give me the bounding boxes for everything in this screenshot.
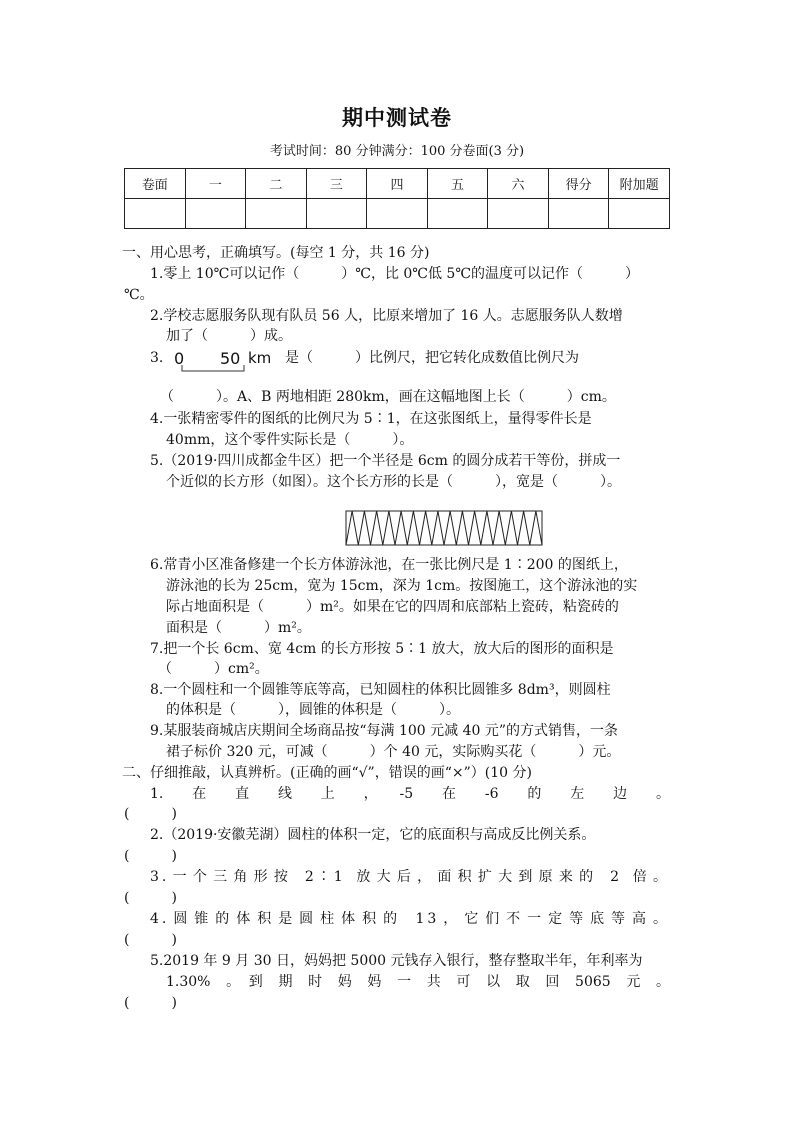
- question-2-1: 1. 在 直 线 上 ， -5 在 -6 的 左 边 。: [150, 786, 670, 802]
- score-entry-cell[interactable]: [125, 199, 186, 229]
- section-2-heading: 二、仔细推敲，认真辨析。(正确的画“√”，错误的画“×”）(10 分): [122, 765, 532, 781]
- answer-blank-2-5[interactable]: ( ): [124, 995, 177, 1011]
- scale-bar-unit: km: [248, 349, 272, 367]
- approximate-rectangle-figure: [345, 510, 545, 548]
- question-1-8: 8.一个圆柱和一个圆锥等底等高，已知圆柱的体积比圆锥多 8dm³，则圆柱: [150, 682, 611, 698]
- question-2-3: 3.一个三角形按 2∶1 放大后，面积扩大到原来的 2 倍。: [150, 869, 670, 885]
- question-1-3-cont: （ ）。A、B 两地相距 280km，画在这幅地图上长（ ）cm。: [160, 389, 616, 405]
- question-1-9-cont: 裙子标价 320 元，可减（ ）个 40 元，实际购买花（ ）元。: [166, 744, 621, 760]
- question-1-3: 是（ ）比例尺，把它转化成数值比例尺为: [285, 350, 579, 366]
- answer-blank-2-4[interactable]: ( ): [124, 932, 177, 948]
- question-1-6: 6.常青小区准备修建一个长方体游泳池，在一张比例尺是 1∶200 的图纸上，: [150, 557, 628, 573]
- answer-blank-2-2[interactable]: ( ): [124, 848, 177, 864]
- question-1-5: 5.（2019·四川成都金牛区）把一个半径是 6cm 的圆分成若干等份，拼成一: [150, 453, 621, 469]
- scale-bar-fifty: 50: [220, 349, 241, 368]
- score-entry-cell[interactable]: [306, 199, 367, 229]
- question-1-1: 1.零上 10℃可以记作（ ）℃，比 0℃低 5℃的温度可以记作（ ）: [150, 266, 639, 282]
- question-1-7-cont: （ ）cm²。: [158, 661, 269, 677]
- question-2-2: 2.（2019·安徽芜湖）圆柱的体积一定，它的底面积与高成反比例关系。: [150, 827, 596, 843]
- question-1-6-cont-1: 游泳池的长为 25cm，宽为 15cm，深为 1cm。按图施工，这个游泳池的实: [166, 578, 638, 594]
- score-entry-cell[interactable]: [427, 199, 488, 229]
- question-1-1-cont: ℃。: [124, 287, 154, 303]
- section-1-heading: 一、用心思考，正确填写。(每空 1 分，共 16 分): [122, 245, 430, 261]
- question-1-7: 7.把一个长 6cm、宽 4cm 的长方形按 5∶1 放大，放大后的图形的面积是: [150, 641, 614, 657]
- answer-blank-2-1[interactable]: ( ): [124, 806, 177, 822]
- score-header-cell: 二: [246, 169, 307, 199]
- question-1-4-cont: 40mm，这个零件实际长是（ ）。: [166, 432, 414, 448]
- score-header-cell: 五: [427, 169, 488, 199]
- page-title: 期中测试卷: [342, 105, 452, 130]
- score-entry-cell[interactable]: [185, 199, 246, 229]
- exam-info: 考试时间：80 分钟满分：100 分卷面(3 分): [269, 144, 525, 159]
- score-entry-cell[interactable]: [548, 199, 609, 229]
- question-1-2-cont: 加了（ ）成。: [166, 328, 292, 344]
- score-header-cell: 卷面: [125, 169, 186, 199]
- figure-sectors: [346, 511, 542, 545]
- score-table-entry-row: [125, 199, 670, 229]
- question-1-8-cont: 的体积是（ ），圆锥的体积是（ ）。: [166, 702, 460, 718]
- question-1-6-cont-2: 际占地面积是（ ）m²。如果在它的四周和底部粘上瓷砖，粘瓷砖的: [166, 599, 619, 615]
- question-1-2: 2.学校志愿服务队现有队员 56 人，比原来增加了 16 人。志愿服务队人数增: [150, 308, 623, 324]
- question-2-4: 4.圆锥的体积是圆柱体积的 13，它们不一定等底等高。: [150, 911, 670, 927]
- score-header-cell: 三: [306, 169, 367, 199]
- score-entry-cell[interactable]: [609, 199, 670, 229]
- score-header-cell: 附加题: [609, 169, 670, 199]
- question-1-4: 4.一张精密零件的图纸的比例尺为 5∶1，在这张图纸上，量得零件长是: [150, 411, 592, 427]
- score-entry-cell[interactable]: [488, 199, 549, 229]
- answer-blank-2-3[interactable]: ( ): [124, 890, 177, 906]
- score-table: [124, 168, 670, 229]
- question-2-5-cont: 1.30% 。 到 期 时 妈 妈 一 共 可 以 取 回 5065 元 。: [166, 974, 670, 990]
- score-header-cell: 四: [367, 169, 428, 199]
- question-1-9: 9.某服装商城店庆期间全场商品按“每满 100 元减 40 元”的方式销售，一条: [150, 723, 619, 739]
- question-1-3-number: 3.: [150, 350, 164, 366]
- score-header-cell: 一: [185, 169, 246, 199]
- score-header-cell: 得分: [548, 169, 609, 199]
- score-entry-cell[interactable]: [367, 199, 428, 229]
- question-2-5: 5.2019 年 9 月 30 日，妈妈把 5000 元钱存入银行，整存整取半年，年利率为: [150, 953, 643, 969]
- score-table-header-row: [125, 169, 670, 199]
- question-1-6-cont-3: 面积是（ ）m²。: [166, 620, 311, 636]
- score-header-cell: 六: [488, 169, 549, 199]
- question-1-5-cont: 个近似的长方形（如图）。这个长方形的长是（ ），宽是（ ）。: [166, 474, 621, 490]
- score-entry-cell[interactable]: [246, 199, 307, 229]
- scale-bar-zero: 0: [174, 349, 185, 368]
- scale-bar: [170, 349, 280, 375]
